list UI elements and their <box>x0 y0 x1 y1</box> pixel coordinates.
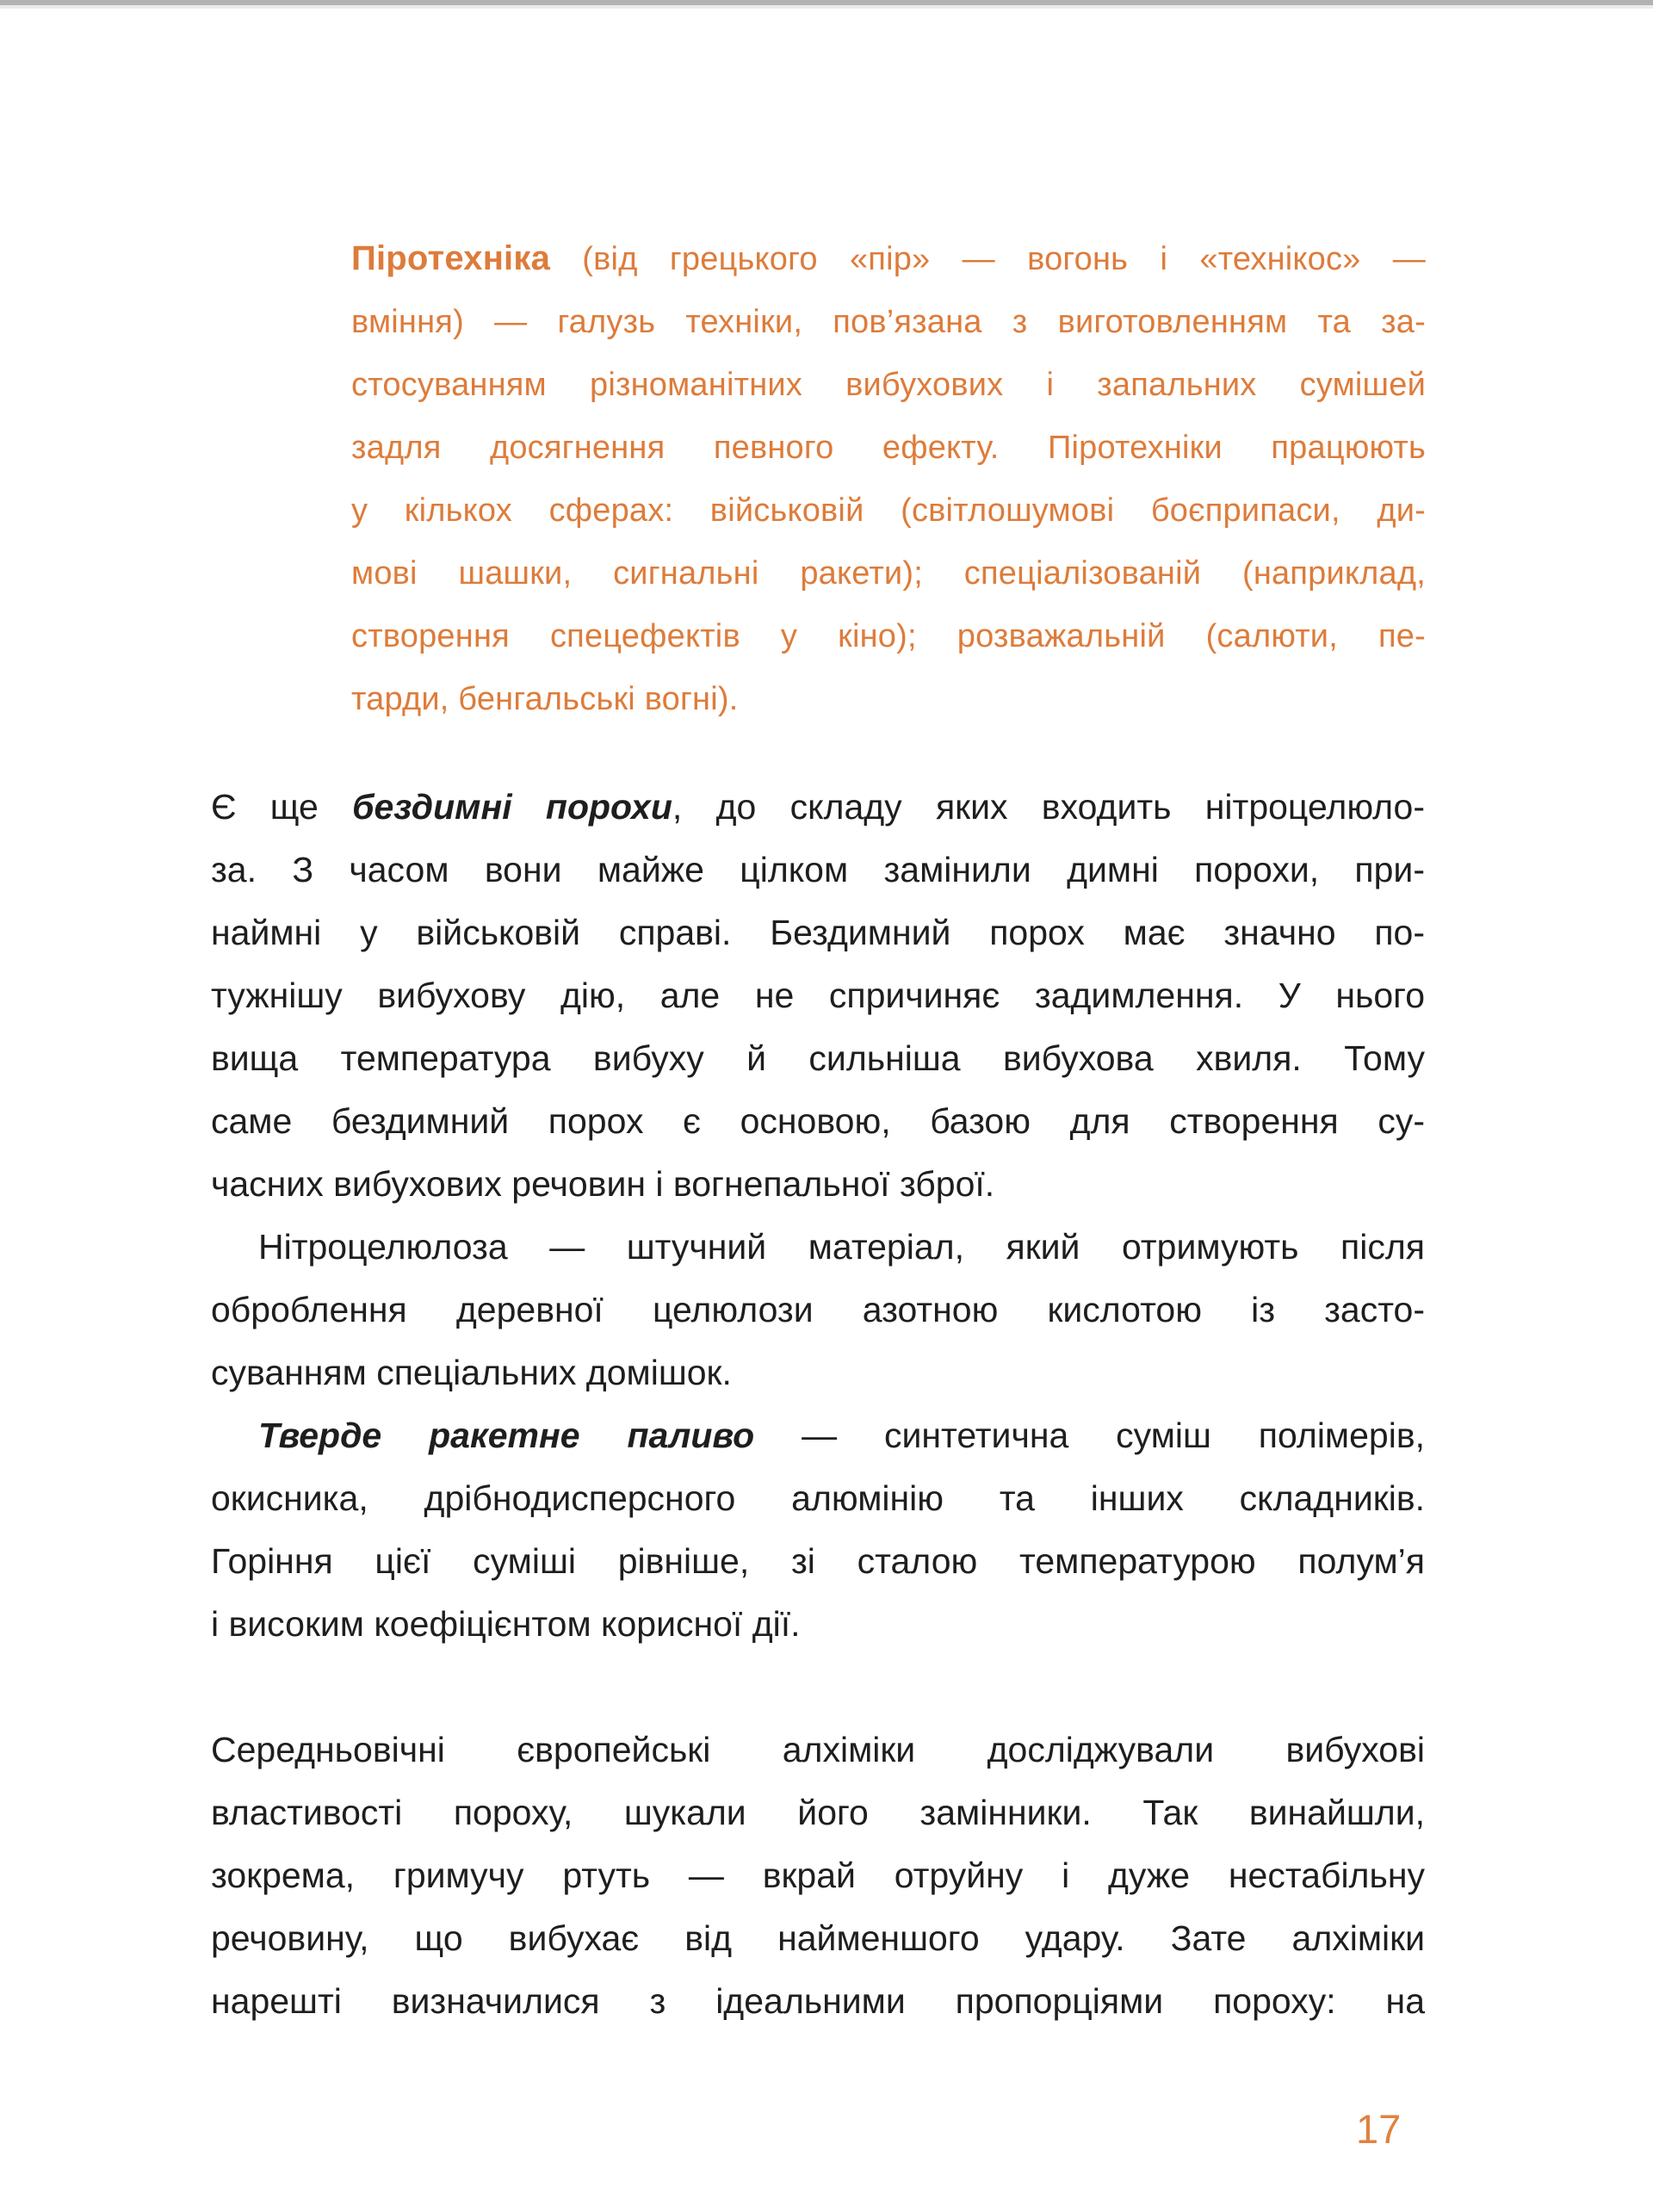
body-line: Середньовічні європейські алхіміки досліджували вибухові <box>211 1730 1425 1769</box>
body-line <box>211 776 1425 839</box>
definition-line: вміння) — галузь техніки, пов’язана з виготовленням та за- <box>351 304 1426 340</box>
body-line: нарешті визначилися з ідеальними пропорціями пороху: на <box>211 1981 1425 2021</box>
body-line: речовину, що вибухає від найменшого удару. Зате алхіміки <box>211 1918 1425 1958</box>
definition-block <box>351 227 1426 731</box>
body-line: властивості пороху, шукали його замінники. Так винайшли, <box>211 1793 1425 1832</box>
body-line: тужнішу вибухову дію, але не спричиняє задимлення. У нього <box>211 976 1425 1015</box>
definition-line: стосуванням різноманітних вибухових і запальних сумішей <box>351 367 1426 403</box>
definition-line: створення спецефектів у кіно); розважальній (салюти, пе- <box>351 618 1426 654</box>
body-line: оброблення деревної целюлози азотною кислотою із засто- <box>211 1290 1425 1329</box>
term-smokeless-powders: бездимні порохи <box>352 787 672 827</box>
body-line: вища температура вибуху й сильніша вибухова хвиля. Тому <box>211 1038 1425 1078</box>
body-line: зокрема, гримучу ртуть — вкрай отруйну і дуже нестабільну <box>211 1856 1425 1895</box>
body-line: за. З часом вони майже цілком замінили димні порохи, при- <box>211 850 1425 889</box>
viewer-top-edge <box>0 0 1653 9</box>
body-text <box>211 776 1425 2033</box>
definition-line: тарди, бенгальські вогні). <box>351 681 739 717</box>
definition-line-text: (від грецького «пір» — вогонь і «технікос» — <box>550 241 1426 277</box>
paragraph-smokeless-powder <box>211 776 1425 1216</box>
body-line: суванням спеціальних домішок. <box>211 1353 732 1392</box>
page-number: 17 <box>1356 2106 1402 2152</box>
body-line: Нітроцелюлоза — штучний матеріал, який отримують після <box>258 1227 1425 1267</box>
body-line-text: Є ще <box>211 787 353 827</box>
body-line <box>211 1404 1425 1467</box>
body-line: Горіння цієї суміші рівніше, зі сталою температурою полум’я <box>211 1541 1425 1581</box>
body-line: і високим коефіцієнтом корисної дії. <box>211 1604 801 1644</box>
definition-line: мові шашки, сигнальні ракети); спеціалізованій (наприклад, <box>351 555 1426 592</box>
body-line: наймні у військовій справі. Бездимний порох має значно по- <box>211 913 1425 952</box>
definition-line: у кількох сферах: військовій (світлошумові боєприпаси, ди- <box>351 493 1426 529</box>
definition-term: Піротехніка <box>351 239 551 277</box>
body-line-text: — синтетична суміш полімерів, <box>754 1416 1426 1455</box>
term-solid-rocket-fuel: Тверде ракетне паливо <box>258 1416 755 1455</box>
body-line-text: , до складу яких входить нітроцелюло- <box>672 787 1426 827</box>
paragraph-alchemists <box>211 1719 1425 2033</box>
definition-line: задля досягнення певного ефекту. Піротехніки працюють <box>351 430 1426 466</box>
paragraph-nitrocellulose <box>211 1216 1425 1404</box>
body-line: часних вибухових речовин і вогнепальної зброї. <box>211 1164 995 1204</box>
paragraph-solid-rocket-fuel <box>211 1404 1425 1656</box>
body-line: саме бездимний порох є основою, базою для створення су- <box>211 1101 1425 1141</box>
definition-line <box>351 227 1426 291</box>
body-line: окисника, дрібнодисперсного алюмінію та інших складників. <box>211 1478 1425 1518</box>
